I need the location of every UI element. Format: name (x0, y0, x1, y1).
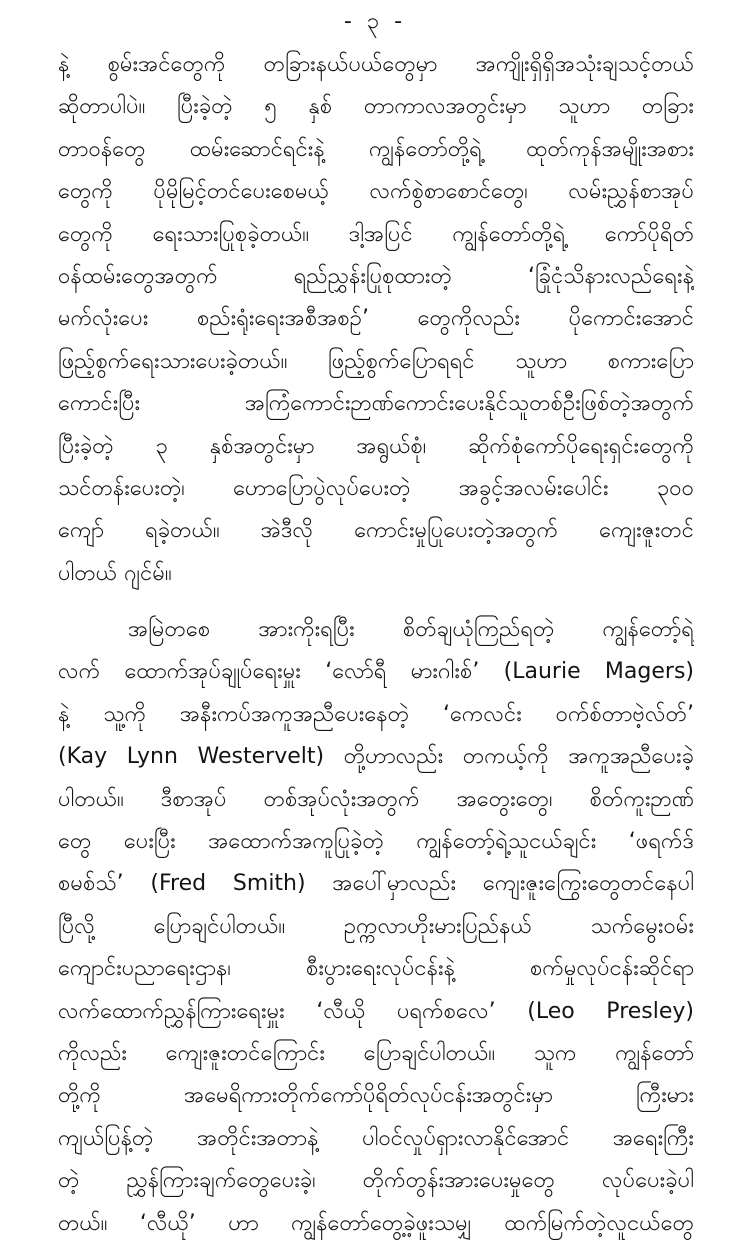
text-line: လက် ထောက်အုပ်ချုပ်ရေးမှူး ‘လော်ရီ မားဂါးစ်’ (Laurie Magers) (58, 659, 694, 685)
text-line: တာဝန်တွေ ထမ်းဆောင်ရင်းနဲ့ ကျွန်တော်တို့ရဲ့ ထုတ်ကုန်အမျိုးအစား (58, 136, 694, 162)
page-number: - ၃ - (343, 9, 407, 34)
text-line: တွေကို ရေးသားပြုစုခဲ့တယ်။ ဒါ့အပြင် ကျွန်တော်တို့ရဲ့ ကော်ပိုရိတ် (58, 221, 694, 247)
text-line: တဲ့ ညွှန်ကြားချက်တွေပေးခဲ့၊ တိုက်တွန်းအားပေးမှုတွေ လုပ်ပေးခဲ့ပါ (58, 1168, 694, 1194)
text-line: ဝန်ထမ်းတွေအတွက် ရည်ညွှန်းပြုစုထားတဲ့ ‘ခြုံငုံသိနားလည်ရေးနဲ့ (58, 263, 694, 289)
text-line: လက်ထောက်ညွှန်ကြားရေးမှူး ‘လီယို ပရက်စလေ’ (Leo Presley) (58, 998, 694, 1024)
text-line: ဖြည့်စွက်ရေးသားပေးခဲ့တယ်။ ဖြည့်စွက်ပြောရရင် သူဟာ စကားပြော (58, 348, 694, 374)
paragraph-2 (58, 609, 694, 1245)
text-line: ကျောင်းပညာရေးဌာန၊ စီးပွားရေးလုပ်ငန်းနဲ့ စက်မှုလုပ်ငန်းဆိုင်ရာ (58, 956, 694, 982)
text-line: သင်တန်းပေးတဲ့၊ ဟောပြောပွဲလုပ်ပေးတဲ့ အခွင့်အလမ်းပေါင်း ၃၀၀ (58, 475, 694, 501)
body-text (58, 44, 694, 1245)
text-line: တယ်။ ‘လီယို’ ဟာ ကျွန်တော်တွေ့ခဲ့ဖူးသမျှ ထက်မြက်တဲ့လူငယ်တွေ (58, 1210, 694, 1236)
text-line: ပြီလို့ ပြောချင်ပါတယ်။ ဥက္ကလာဟိုးမားပြည်နယ် သက်မွေးဝမ်း (58, 913, 694, 939)
text-line: တွေကို ပိုမိုမြင့်တင်ပေးစေမယ့် လက်စွဲစာစောင်တွေ၊ လမ်းညွှန်စာအုပ် (58, 179, 694, 205)
text-line: ပါတယ်။ ဒီစာအုပ် တစ်အုပ်လုံးအတွက် အတွေးတွေ၊ စိတ်ကူးဉာဏ် (58, 786, 694, 812)
text-line: နဲ့ သူ့ကို အနီးကပ်အကူအညီပေးနေတဲ့ ‘ကေလင်း ဝက်စ်တာဗဲ့လ်တ်’ (58, 701, 694, 727)
text-line: ပြီးခဲ့တဲ့ ၃ နှစ်အတွင်းမှာ အရွယ်စုံ၊ ဆိုက်စုံကော်ပိုရေးရှင်းတွေကို (58, 433, 694, 459)
text-line: တွေ ပေးပြီး အထောက်အကူပြုခဲ့တဲ့ ကျွန်တော့်ရဲ့သူငယ်ချင်း ‘ဖရက်ဒ် (58, 829, 694, 855)
text-line: အမြဲတစေ အားကိုးရပြီး စိတ်ချယုံကြည်ရတဲ့ ကျွန်တော့်ရဲ့ (128, 617, 694, 643)
text-line: ကိုလည်း ကျေးဇူးတင်ကြောင်း ပြောချင်ပါတယ်။ သူက ကျွန်တော် (58, 1040, 694, 1066)
paragraph-gap (58, 595, 694, 609)
text-line: (Kay Lynn Westervelt) တို့ဟာလည်း တကယ့်ကို အကူအညီပေးခဲ့ (58, 744, 694, 770)
text-line: ကျယ်ပြန့်တဲ့ အတိုင်းအတာနဲ့ ပါဝင်လှုပ်ရှားလာနိုင်အောင် အရေးကြီး (58, 1125, 694, 1151)
text-line: နဲ့ စွမ်းအင်တွေကို တခြားနယ်ပယ်တွေမှာ အကျိုးရှိရှိအသုံးချသင့်တယ် (58, 52, 694, 77)
text-line: ဆိုတာပါပဲ။ ပြီးခဲ့တဲ့ ၅ နှစ် တာကာလအတွင်းမှာ သူဟာ တခြား (58, 94, 694, 120)
paragraph-1 (58, 44, 694, 595)
text-line: ပါတယ် ဂျင်မ်။ (58, 560, 172, 586)
text-line: ကျော် ရခဲ့တယ်။ အဲဒီလို ကောင်းမှုပြုပေးတဲ့အတွက် ကျေးဇူးတင် (58, 518, 694, 544)
text-line: တို့ကို အမေရိကားတိုက်ကော်ပိုရိတ်လုပ်ငန်းအတွင်းမှာ ကြီးမား (58, 1083, 694, 1109)
text-line: မက်လုံးပေး စည်းရုံးရေးအစီအစဉ်’ တွေကိုလည်း ပိုကောင်းအောင် (58, 306, 694, 332)
text-line: စမစ်သ်’ (Fred Smith) အပေါ်မှာလည်း ကျေးဇူးကြွေးတွေတင်နေပါ (58, 871, 694, 897)
text-line: ကောင်းပြီး အကြံကောင်းဉာဏ်ကောင်းပေးနိုင်သူတစ်ဦးဖြစ်တဲ့အတွက် (58, 391, 694, 417)
